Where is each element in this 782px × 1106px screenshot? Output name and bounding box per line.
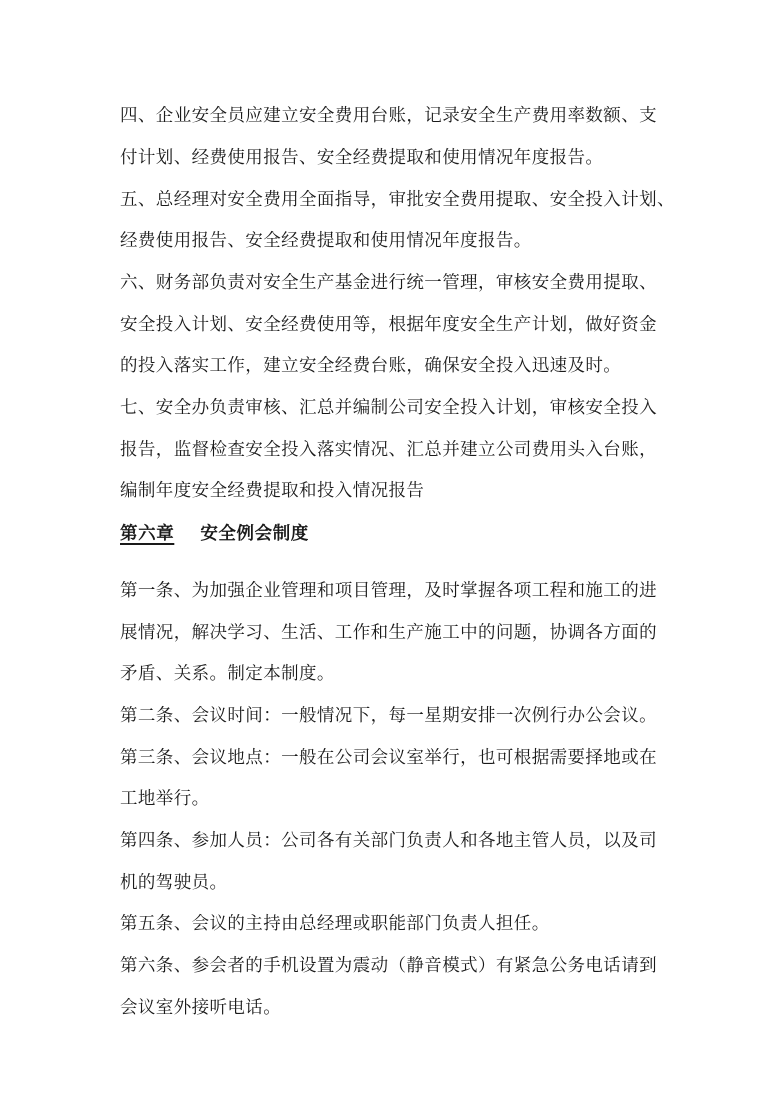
text-line: 第四条、参加人员：公司各有关部门负责人和各地主管人员，以及司 (120, 831, 657, 851)
chapter-heading (120, 522, 309, 546)
text-line: 工地举行。 (120, 789, 210, 809)
text-line: 展情况，解决学习、生活、工作和生产施工中的问题，协调各方面的 (120, 623, 657, 643)
text-line: 第六条、参会者的手机设置为震动（静音模式）有紧急公务电话请到 (120, 956, 657, 976)
text-line: 机的驾驶员。 (120, 873, 228, 893)
text-line: 编制年度安全经费提取和投入情况报告 (120, 481, 425, 501)
text-line: 的投入落实工作，建立安全经费台账，确保安全投入迅速及时。 (120, 356, 622, 376)
text-line: 付计划、经费使用报告、安全经费提取和使用情况年度报告。 (120, 148, 604, 168)
chapter-title: 安全例会制度 (200, 524, 309, 544)
text-line: 第一条、为加强企业管理和项目管理，及时掌握各项工程和施工的进 (120, 581, 657, 601)
text-line: 报告，监督检查安全投入落实情况、汇总并建立公司费用头入台账， (120, 440, 657, 460)
text-line: 六、财务部负责对安全生产基金进行统一管理，审核安全费用提取、 (120, 273, 657, 293)
text-line: 会议室外接听电话。 (120, 998, 282, 1018)
text-line: 第二条、会议时间：一般情况下，每一星期安排一次例行办公会议。 (120, 706, 657, 726)
text-line: 四、企业安全员应建立安全费用台账，记录安全生产费用率数额、支 (120, 106, 657, 126)
text-line: 七、安全办负责审核、汇总并编制公司安全投入计划，审核安全投入 (120, 398, 657, 418)
text-line: 第五条、会议的主持由总经理或职能部门负责人担任。 (120, 914, 550, 934)
chapter-number: 第六章 (120, 524, 175, 544)
text-line: 第三条、会议地点：一般在公司会议室举行，也可根据需要择地或在 (120, 748, 657, 768)
text-line: 经费使用报告、安全经费提取和使用情况年度报告。 (120, 231, 532, 251)
text-line: 安全投入计划、安全经费使用等，根据年度安全生产计划，做好资金 (120, 315, 657, 335)
text-line: 矛盾、关系。制定本制度。 (120, 664, 335, 684)
text-line: 五、总经理对安全费用全面指导，审批安全费用提取、安全投入计划、 (120, 190, 675, 210)
